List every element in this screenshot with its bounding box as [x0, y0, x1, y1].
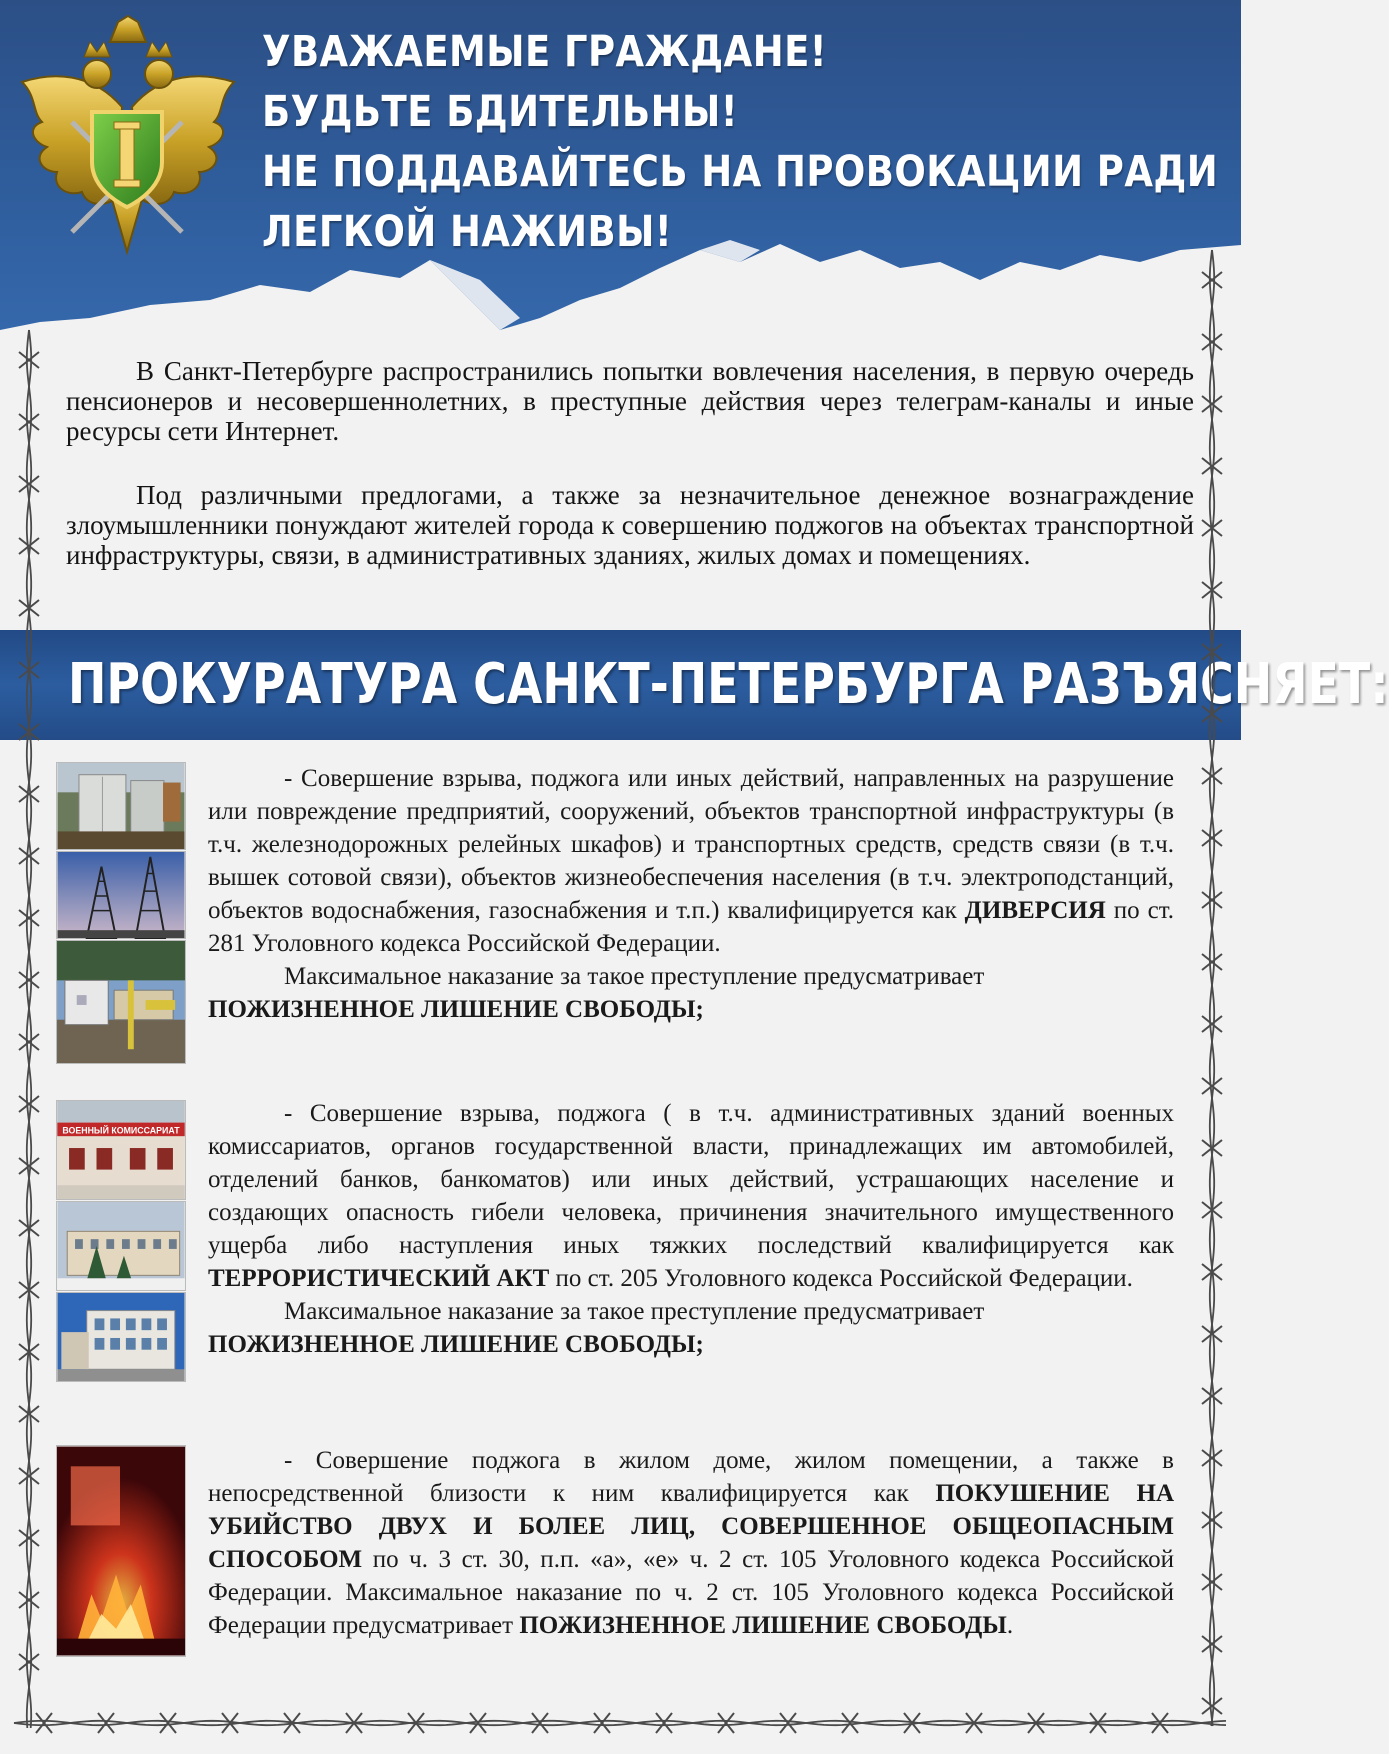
wire-barb [19, 1530, 39, 1546]
government-building-photo [56, 1292, 186, 1382]
wire-barb [19, 352, 39, 368]
substation-photo [56, 940, 186, 1064]
section-diversion [208, 762, 1174, 1026]
wire-barb [1202, 954, 1222, 970]
wire-barb [1202, 830, 1222, 846]
wire-barb [19, 972, 39, 988]
wire-barb [98, 1713, 114, 1733]
wire-barb [1202, 1388, 1222, 1404]
wire-barb [19, 848, 39, 864]
section-penalty: ПОЖИЗНЕННОЕ ЛИШЕНИЕ СВОБОДЫ; [208, 996, 704, 1023]
section-text: - Совершение поджога в жилом доме, жилом помещении, а также в непосредственной близости к ним квалифицируется как [208, 1447, 1174, 1507]
section-text: по ст. 281 Уголовного кодекса Российской Федерации. [208, 897, 1174, 957]
wire-barb [19, 1468, 39, 1484]
header-title-line: УВАЖАЕМЫЕ ГРАЖДАНЕ! [262, 27, 828, 77]
intro-paragraph: В Санкт-Петербурге распространились попытки вовлечения населения, в первую очередь пенсионеров и несовершеннолетних, в преступные действия через телеграм-каналы и иные ресурсы сети Интернет. [66, 356, 1194, 446]
section-bold-term: ТЕРРОРИСТИЧЕСКИЙ АКТ [208, 1265, 550, 1292]
wire-barb [532, 1713, 548, 1733]
wire-barb [1202, 1512, 1222, 1528]
section-attempted-murder [208, 1444, 1174, 1642]
section-text: по ч. 3 ст. 30, п.п. «а», «е» ч. 2 ст. 105 Уголовного кодекса Российской Федерации. Максимальное наказание по ч. 2 ст. 105 Уголовного кодекса Российской Федерации предусматривает [208, 1546, 1174, 1639]
wire-barb [1202, 334, 1222, 350]
wire-barb [19, 1034, 39, 1050]
wire-barb [1202, 768, 1222, 784]
wire-barb [1202, 892, 1222, 908]
section-text: - Совершение взрыва, поджога или иных действий, направленных на разрушение или повреждение предприятий, сооружений, объектов транспортной инфраструктуры (в т.ч. железнодорожных релейных шкафов) и транспортных средств, средств связи (в т.ч. вышек сотовой связи), объектов жизнеобеспечения населения (в т.ч. электроподстанций, объектов водоснабжения, газоснабжения и т.п.) квалифицируется как [208, 765, 1174, 924]
section-bold-term: ДИВЕРСИЯ [964, 897, 1106, 924]
wire-barb [656, 1713, 672, 1733]
cell-tower-photo [56, 851, 186, 939]
wire-barb [160, 1713, 176, 1733]
section-penalty: ПОЖИЗНЕННОЕ ЛИШЕНИЕ СВОБОДЫ; [208, 1331, 704, 1358]
wire-barb [19, 476, 39, 492]
header-title-line: ЛЕГКОЙ НАЖИВЫ! [262, 207, 673, 257]
header-banner [0, 0, 1241, 345]
wire-barb [1152, 1713, 1168, 1733]
commissariat-sign: ВОЕННЫЙ КОМИССАРИАТ [62, 1125, 180, 1136]
wire-barb [19, 1096, 39, 1112]
section-text: по ст. 205 Уголовного кодекса Российской Федерации. [549, 1265, 1133, 1292]
wire-barb [36, 1713, 52, 1733]
wire-barb [1202, 1450, 1222, 1466]
wire-barb [1202, 1016, 1222, 1032]
wire-barb [19, 910, 39, 926]
band-title: ПРОКУРАТУРА САНКТ-ПЕТЕРБУРГА РАЗЪЯСНЯЕТ: [68, 652, 1389, 717]
relay-cabinet-photo [56, 762, 186, 850]
header-title-line: НЕ ПОДДАВАЙТЕСЬ НА ПРОВОКАЦИИ РАДИ [262, 147, 1219, 197]
header-title-line: БУДЬТЕ БДИТЕЛЬНЫ! [262, 87, 739, 137]
barbed-wire-left [14, 330, 44, 1730]
explanation-band [0, 630, 1389, 740]
wire-barb [19, 414, 39, 430]
wire-barb [1202, 1636, 1222, 1652]
intro-paragraph: Под различными предлогами, а также за незначительное денежное вознаграждение злоумышленники понуждают жителей города к совершению поджогов на объектах транспортной инфраструктуры, связи, в административных зданиях, жилых домах и помещениях. [66, 480, 1194, 570]
military-commissariat-photo [56, 1100, 186, 1200]
section-terror-act [208, 1097, 1174, 1361]
wire-barb [1202, 1574, 1222, 1590]
section-penalty: ПОЖИЗНЕННОЕ ЛИШЕНИЕ СВОБОДЫ [519, 1612, 1007, 1639]
wire-barb [1202, 272, 1222, 288]
wire-barb [19, 1592, 39, 1608]
fire-photo [56, 1445, 186, 1657]
header-title [262, 22, 1219, 262]
wire-barb [718, 1713, 734, 1733]
section-text: - Совершение взрыва, поджога ( в т.ч. административных зданий военных комиссариатов, органов государственной власти, принадлежащих им автомобилей, отделений банков, банкоматов) или иных действий, устрашающих население и создающих опасность гибели человека, причинения значительного имущественного ущерба либо наступления иных тяжких последствий квалифицируется как [208, 1100, 1174, 1259]
barbed-wire-right [1197, 250, 1227, 1730]
barbed-wire-bottom [14, 1708, 1226, 1738]
prosecutor-emblem-icon [12, 12, 242, 262]
wire-barb [19, 1654, 39, 1670]
section-penalty-intro: Максимальное наказание за такое преступление предусматривает [284, 963, 985, 990]
section-penalty-intro: Максимальное наказание за такое преступление предусматривает [284, 1298, 985, 1325]
section-bold-term: ПОКУШЕНИЕ НА УБИЙСТВО ДВУХ И БОЛЕЕ ЛИЦ, СОВЕРШЕННОЕ ОБЩЕОПАСНЫМ СПОСОБОМ [208, 1480, 1174, 1573]
administrative-building-photo [56, 1201, 186, 1291]
intro-text [66, 356, 1194, 604]
wire-barb [780, 1713, 796, 1733]
wire-barb [594, 1713, 610, 1733]
section-penalty-end: . [1006, 1612, 1014, 1639]
wire-barb [1202, 396, 1222, 412]
